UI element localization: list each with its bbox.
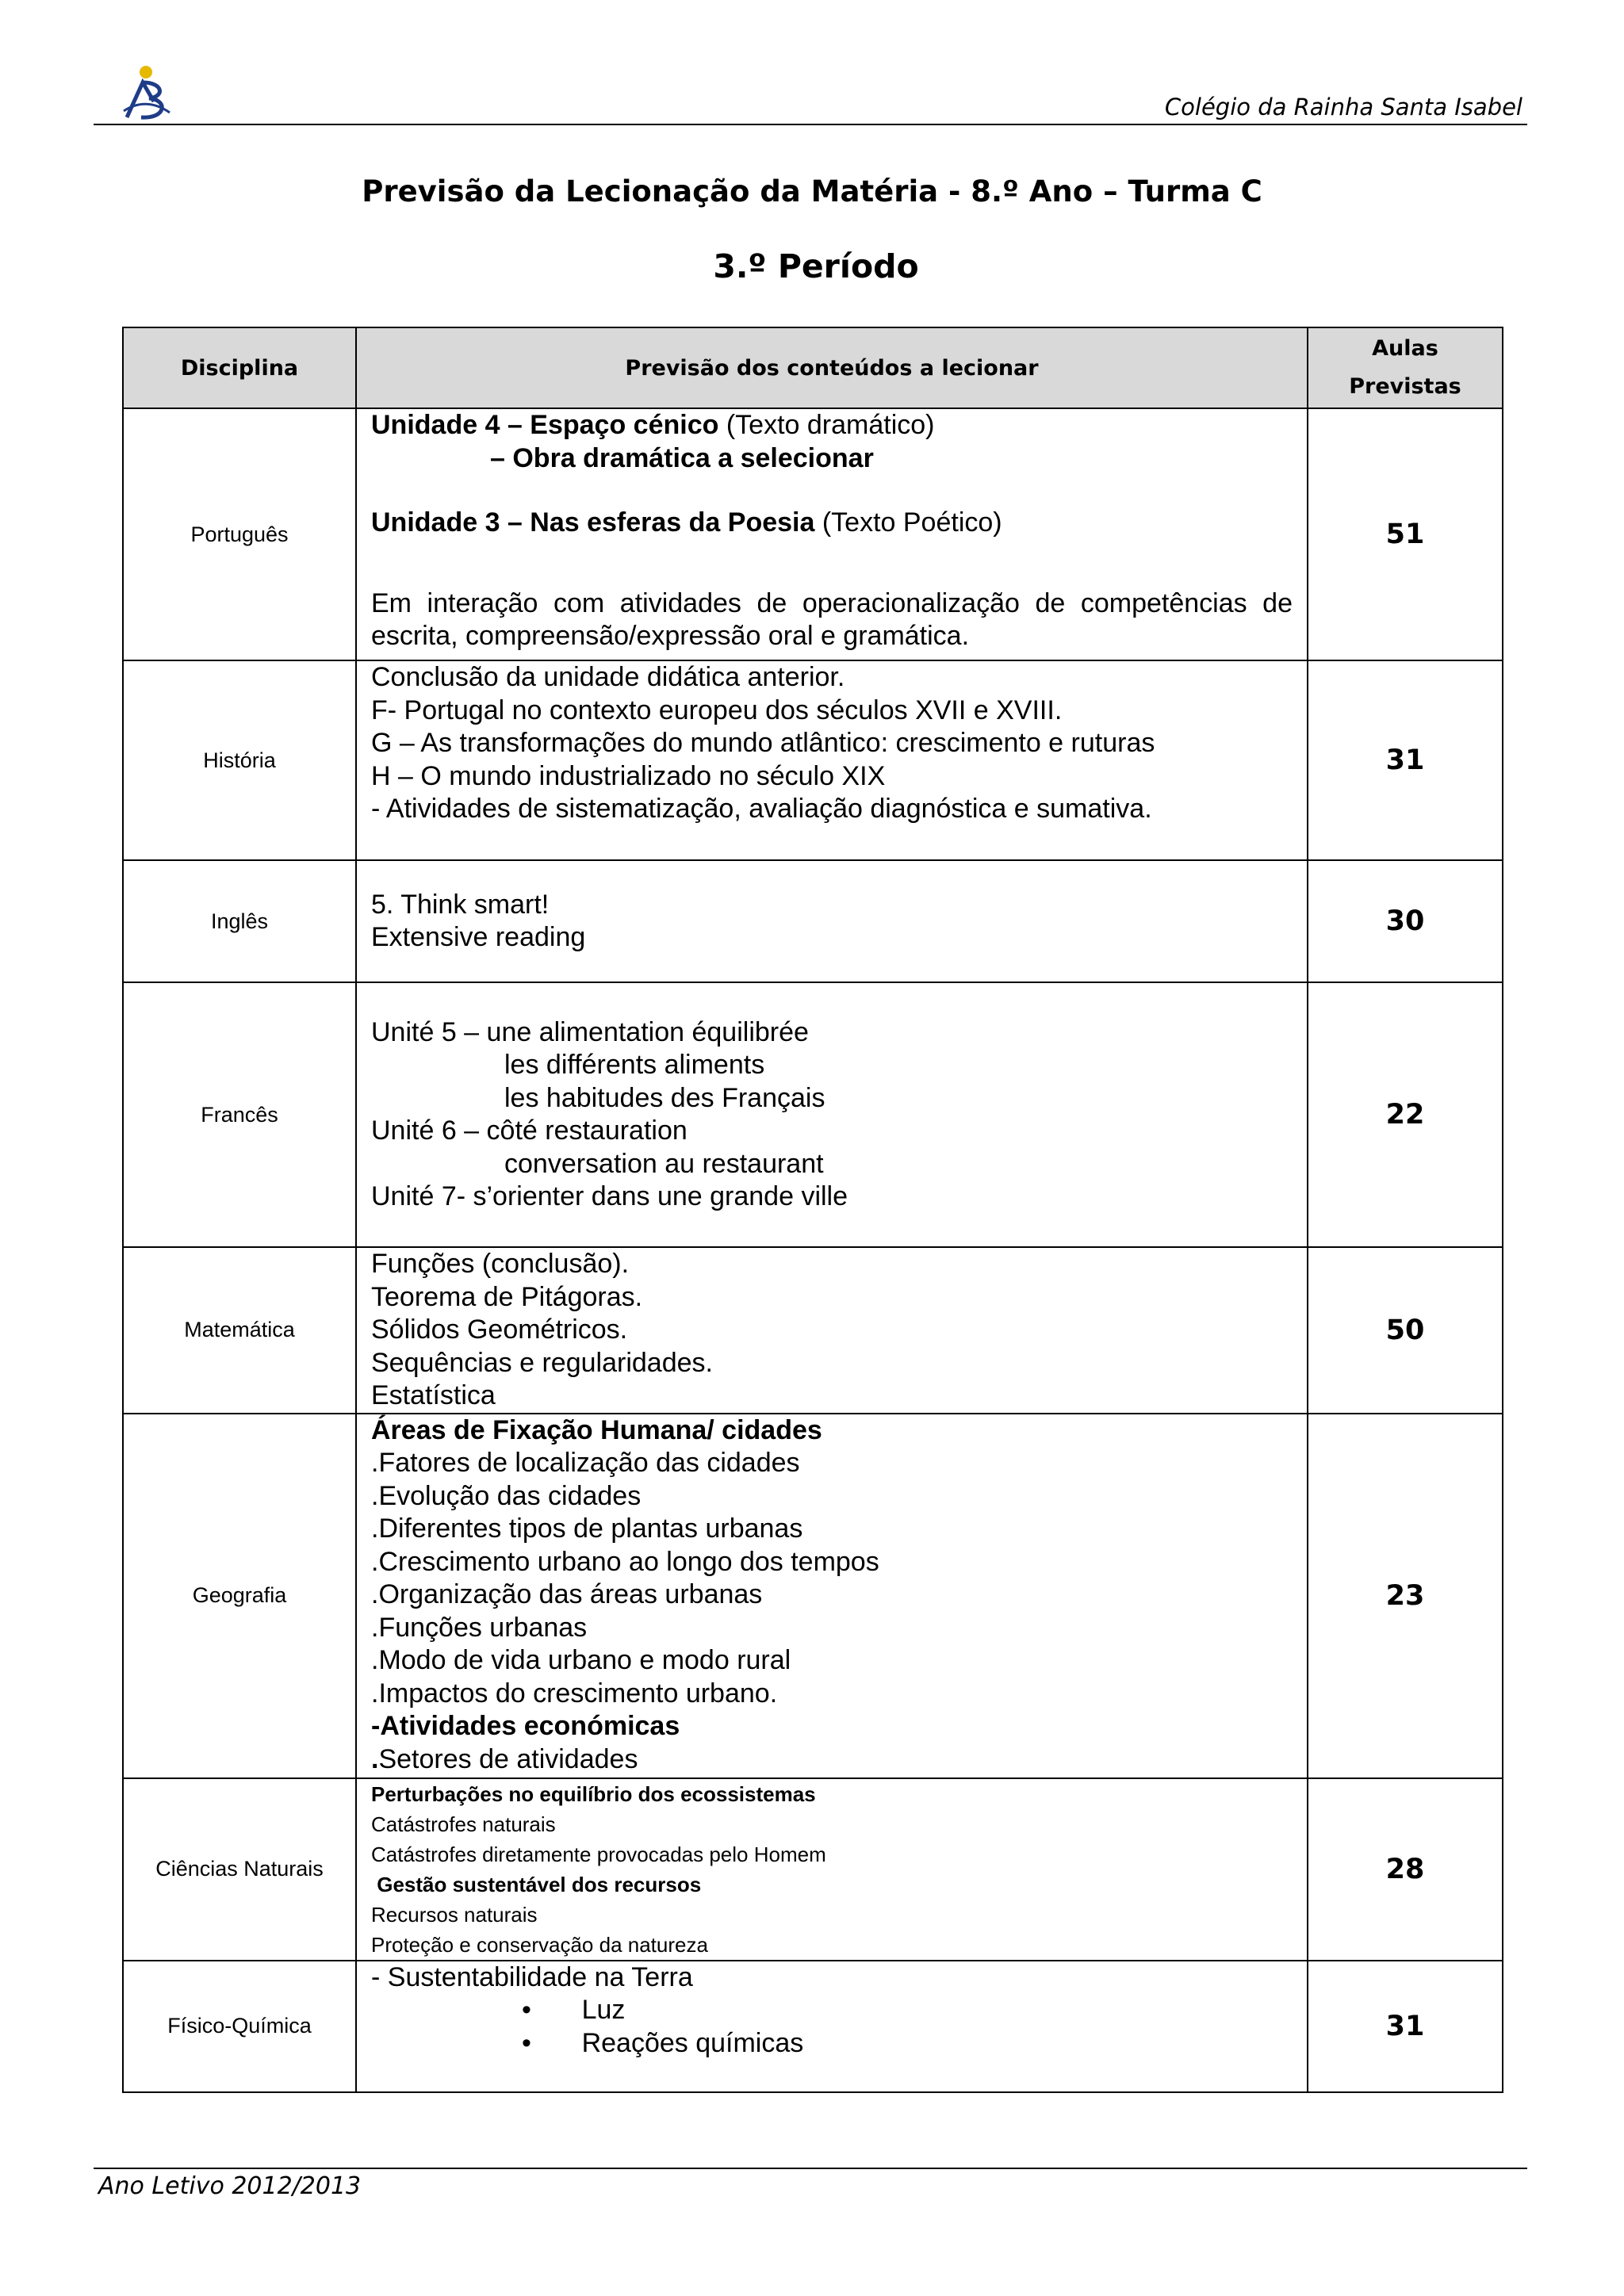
table-row (123, 1961, 1503, 2092)
subject-ciencias: Ciências Naturais (123, 1778, 356, 1961)
header-disciplina: Disciplina (123, 327, 356, 408)
aulas-geografia: 23 (1308, 1414, 1503, 1778)
aulas-ciencias: 28 (1308, 1778, 1503, 1961)
content-historia: Conclusão da unidade didática anterior. F- Portugal no contexto europeu dos séculos XVII e XVIII. G – As transformações do mundo atlântico: crescimento e ruturas H – O mundo industrializado no século XIX - Atividades de sistematização, avaliação diagnóstica e sumativa. (356, 660, 1308, 860)
subject-ingles: Inglês (123, 860, 356, 982)
content-ciencias: Perturbações no equilíbrio dos ecossistemas Catástrofes naturais Catástrofes diretamente provocadas pelo Homem Gestão sustentável dos recursos Recursos naturais Proteção e conservação da natureza (356, 1778, 1308, 1961)
table-row (123, 1247, 1503, 1414)
aulas-ingles: 30 (1308, 860, 1503, 982)
aulas-portugues: 51 (1308, 408, 1503, 660)
subject-frances: Francês (123, 982, 356, 1247)
table-row (123, 860, 1503, 982)
aulas-historia: 31 (1308, 660, 1503, 860)
content-matematica: Funções (conclusão). Teorema de Pitágoras. Sólidos Geométricos. Sequências e regularidades. Estatística (356, 1247, 1308, 1414)
content-ingles: 5. Think smart! Extensive reading (356, 860, 1308, 982)
aulas-frances: 22 (1308, 982, 1503, 1247)
table-row (123, 408, 1503, 660)
school-logo (119, 62, 174, 125)
header-conteudos: Previsão dos conteúdos a lecionar (356, 327, 1308, 408)
content-portugues: Unidade 4 – Espaço cénico (Texto dramático) – Obra dramática a selecionar Unidade 3 – Nas esferas da Poesia (Texto Poético) Em interação com atividades de operacionalização de competências de escrita, compreensão/expressão oral e gramática. (356, 408, 1308, 660)
content-geografia: Áreas de Fixação Humana/ cidades .Fatores de localização das cidades .Evolução das cidades .Diferentes tipos de plantas urbanas .Crescimento urbano ao longo dos tempos .Organização das áreas urbanas .Funções urbanas .Modo de vida urbano e modo rural .Impactos do crescimento urbano. -Atividades económicas .Setores de atividades (356, 1414, 1308, 1778)
school-year: Ano Letivo 2012/2013 (98, 2172, 362, 2200)
table-row (123, 1414, 1503, 1778)
table-row (123, 660, 1503, 860)
school-name: Colégio da Rainha Santa Isabel (1164, 94, 1522, 121)
content-frances: Unité 5 – une alimentation équilibrée les différents aliments les habitudes des Français Unité 6 – côté restauration conversation au restaurant Unité 7- s’orienter dans une grande ville (356, 982, 1308, 1247)
page-title: Previsão da Lecionação da Matéria - 8.º Ano – Turma C (362, 174, 1262, 209)
subject-fq: Físico-Química (123, 1961, 356, 2092)
aulas-fq: 31 (1308, 1961, 1503, 2092)
table-header-row (123, 327, 1503, 408)
content-fq: - Sustentabilidade na Terra • Luz • Reações químicas (356, 1961, 1308, 2092)
subject-portugues: Português (123, 408, 356, 660)
table-row (123, 982, 1503, 1247)
lesson-plan-table (122, 327, 1503, 2093)
aulas-matematica: 50 (1308, 1247, 1503, 1414)
header-aulas: Aulas Previstas (1308, 327, 1503, 408)
subject-matematica: Matemática (123, 1247, 356, 1414)
header-divider (94, 124, 1527, 125)
footer-divider (94, 2168, 1527, 2169)
period-title: 3.º Período (713, 247, 919, 285)
subject-historia: História (123, 660, 356, 860)
table-row (123, 1778, 1503, 1961)
subject-geografia: Geografia (123, 1414, 356, 1778)
